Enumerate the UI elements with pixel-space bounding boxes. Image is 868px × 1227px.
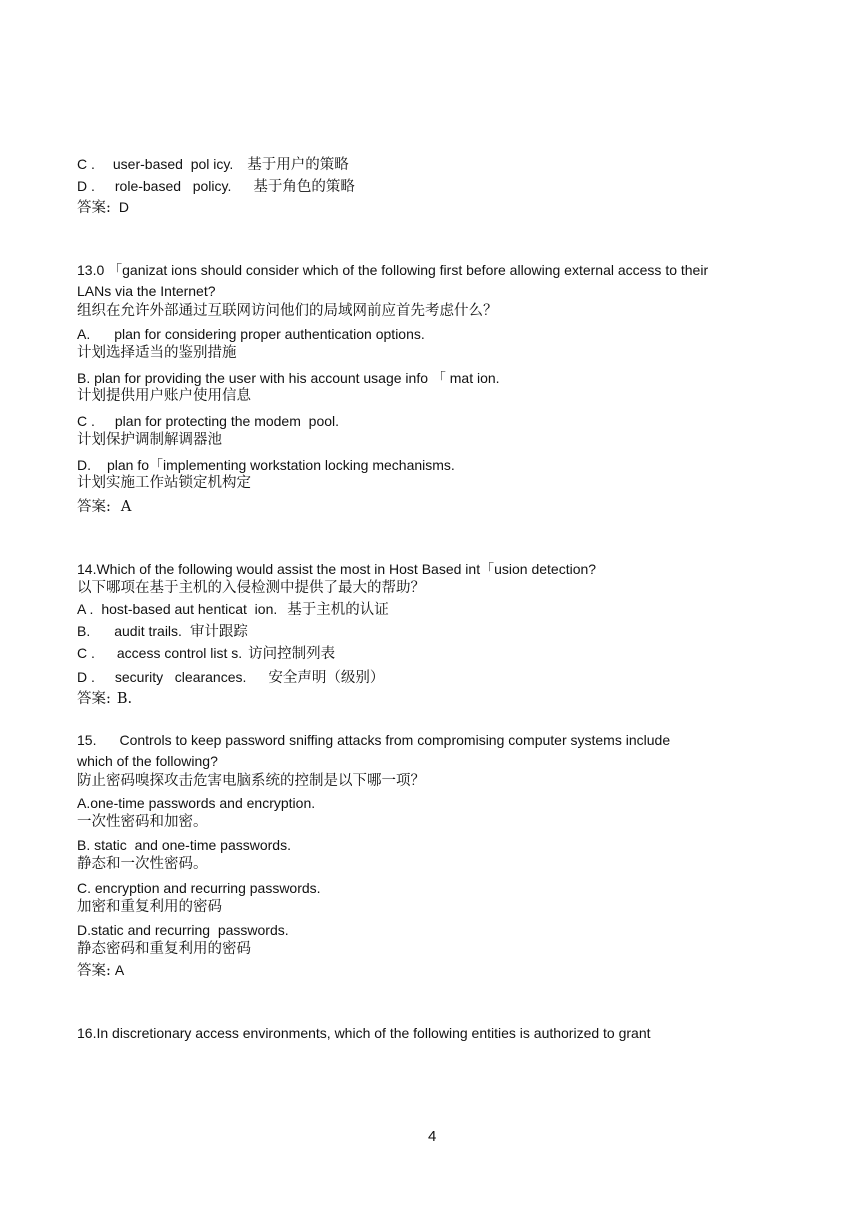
option-letter: A .: [77, 601, 94, 617]
option-letter: D .: [77, 178, 95, 194]
q13-option-a: [77, 325, 425, 343]
q16-text-en: 16.In discretionary access environments, which of the following entities is authorized to grant: [77, 1025, 651, 1041]
option-text-en: role-based policy.: [114, 178, 232, 194]
answer-label: 答案:: [77, 691, 111, 707]
option-text-en: audit trails.: [114, 623, 182, 639]
option-text-cn: 安全声明（级别）: [268, 670, 385, 686]
option-letter: D.: [77, 457, 91, 473]
q15-option-c: C. encryption and recurring passwords.: [77, 880, 321, 896]
option-letter: A.: [77, 326, 91, 342]
q14-option-a: [77, 600, 389, 619]
option-text-en: . plan for providing the user with his account usage info 「 mat ion.: [86, 370, 500, 386]
q15-option-d-cn: 静态密码和重复利用的密码: [77, 941, 251, 957]
option-letter: C .: [77, 645, 95, 661]
q13-option-d-cn: 计划实施工作站锁定机构定: [77, 475, 251, 491]
option-text-en: plan for protecting the modem pool.: [114, 413, 340, 429]
q13-option-c: [77, 412, 339, 430]
option-letter: B: [77, 370, 87, 386]
q15-answer: [77, 961, 124, 980]
answer-value: B.: [116, 691, 133, 707]
option-letter: B.: [77, 623, 91, 639]
q15-text-en-2: which of the following?: [77, 753, 218, 769]
answer-label: 答案:: [77, 200, 111, 216]
option-text-cn: 访问控制列表: [248, 646, 336, 662]
option-text-en: security clearances.: [114, 669, 247, 685]
option-text-cn: 基于角色的策略: [253, 179, 355, 195]
option-letter: D .: [77, 669, 95, 685]
prev-option-c: [77, 155, 349, 174]
q13-text-en-1: 13.0 「ganizat ions should consider which of the following first before allowing external access to their: [77, 262, 709, 278]
option-text-en: user-based pol icy.: [112, 156, 234, 172]
q15-option-a-cn: 一次性密码和加密。: [77, 814, 208, 830]
q13-option-b: [77, 369, 500, 387]
q13-option-d: [77, 456, 455, 474]
answer-value: D: [118, 199, 130, 215]
q13-text-cn: 组织在允许外部通过互联网访问他们的局域网前应首先考虑什么？: [77, 303, 498, 319]
q14-option-c: [77, 644, 335, 663]
answer-value: A: [120, 499, 132, 515]
q13-text-en-2: LANs via the Internet?: [77, 283, 216, 299]
q15-option-d: D.static and recurring passwords.: [77, 922, 289, 938]
answer-label: 答案:: [77, 499, 111, 515]
q15-option-b: B. static and one-time passwords.: [77, 837, 291, 853]
q13-answer: [77, 497, 131, 516]
prev-answer: [77, 198, 129, 217]
option-text-en: host-based aut henticat ion.: [101, 601, 278, 617]
q15-option-b-cn: 静态和一次性密码。: [77, 856, 208, 872]
page-number: 4: [428, 1128, 437, 1145]
q13-option-c-cn: 计划保护调制解调器池: [77, 432, 222, 448]
option-letter: C .: [77, 156, 95, 172]
question-number: 15.: [77, 732, 97, 748]
q13-option-a-cn: 计划选择适当的鉴别措施: [77, 345, 237, 361]
q14-text-cn: 以下哪项在基于主机的入侵检测中提供了最大的帮助？: [77, 580, 425, 596]
answer-value: A: [114, 962, 125, 978]
q14-answer: [77, 689, 132, 708]
q15-option-a: A.one-time passwords and encryption.: [77, 795, 316, 811]
option-text-en: access control list s.: [116, 645, 243, 661]
q13-option-b-cn: 计划提供用户账户使用信息: [77, 388, 251, 404]
q14-option-d: [77, 668, 384, 687]
option-text-cn: 基于主机的认证: [287, 602, 389, 618]
option-text-cn: 审计跟踪: [189, 624, 248, 640]
option-text-cn: 基于用户的策略: [247, 157, 349, 173]
q14-text-en: 14.Which of the following would assist the most in Host Based int「usion detection?: [77, 561, 597, 577]
q15-option-c-cn: 加密和重复利用的密码: [77, 899, 222, 915]
answer-label: 答案:: [77, 963, 111, 979]
option-text-en: plan fo「implementing workstation locking mechanisms.: [107, 457, 455, 473]
option-text-en: plan for considering proper authentication options.: [114, 326, 425, 342]
option-letter: C .: [77, 413, 95, 429]
q14-option-b: [77, 622, 248, 641]
q15-text-en-1: [77, 731, 670, 749]
prev-option-d: [77, 177, 355, 196]
question-text: Controls to keep password sniffing attacks from compromising computer systems include: [119, 732, 671, 748]
q15-text-cn: 防止密码嗅探攻击危害电脑系统的控制是以下哪一项？: [77, 773, 425, 789]
